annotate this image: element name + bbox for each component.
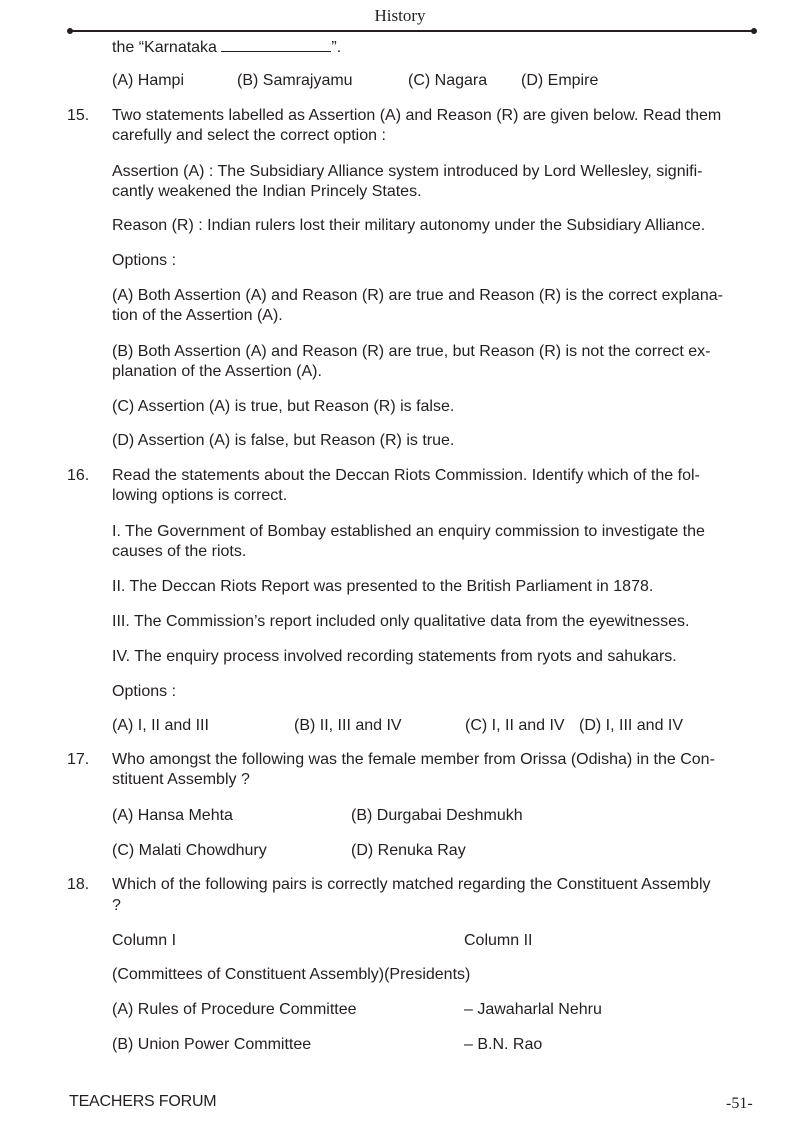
q16-option-c: (C) I, II and IV	[465, 717, 565, 734]
q15-text-line1: Two statements labelled as Assertion (A) and Reason (R) are given below. Read them	[112, 107, 722, 124]
q16-statement-1-line2: causes of the riots.	[112, 543, 247, 560]
q14-suffix: ”.	[331, 39, 342, 56]
q16-text-line1: Read the statements about the Deccan Riots Commission. Identify which of the fol-	[112, 467, 700, 484]
q18-number: 18.	[67, 876, 90, 893]
q15-options-label: Options :	[112, 252, 177, 269]
q15-option-c: (C) Assertion (A) is true, but Reason (R) is false.	[112, 398, 455, 415]
header-rule	[70, 30, 754, 32]
q18-subheader: (Committees of Constituent Assembly)(Presidents)	[112, 966, 471, 983]
running-header-title: History	[374, 6, 426, 25]
q15-number: 15.	[67, 107, 90, 124]
q18-row-a-left: (A) Rules of Procedure Committee	[112, 1001, 357, 1018]
q14-blank	[221, 37, 331, 52]
q16-option-b: (B) II, III and IV	[294, 717, 402, 734]
q18-row-b-right: – B.N. Rao	[464, 1036, 543, 1053]
q15-assertion-line2: cantly weakened the Indian Princely States.	[112, 183, 422, 200]
footer-publication: TEACHERS FORUM	[69, 1093, 217, 1110]
q18-text-line2: ?	[112, 897, 121, 914]
q16-statement-2: II. The Deccan Riots Report was presented to the British Parliament in 1878.	[112, 578, 654, 595]
q17-text-line2: stituent Assembly ?	[112, 771, 250, 788]
q18-row-a-right: – Jawaharlal Nehru	[464, 1001, 602, 1018]
q17-text-line1: Who amongst the following was the female member from Orissa (Odisha) in the Con-	[112, 751, 715, 768]
q14-option-a: (A) Hampi	[112, 72, 185, 89]
q16-statement-1-line1: I. The Government of Bombay established an enquiry commission to investigate the	[112, 523, 705, 540]
q17-option-c: (C) Malati Chowdhury	[112, 842, 267, 859]
q17-option-b: (B) Durgabai Deshmukh	[351, 807, 523, 824]
q16-options-label: Options :	[112, 683, 177, 700]
q14-option-d: (D) Empire	[521, 72, 599, 89]
q15-option-a-line1: (A) Both Assertion (A) and Reason (R) are true and Reason (R) is the correct explana-	[112, 287, 723, 304]
q16-statement-3: III. The Commission’s report included only qualitative data from the eyewitnesses.	[112, 613, 690, 630]
q18-row-b-left: (B) Union Power Committee	[112, 1036, 312, 1053]
q14-prefix: the “Karnataka	[112, 39, 222, 56]
q18-text-line1: Which of the following pairs is correctly matched regarding the Constituent Assembly	[112, 876, 711, 893]
q16-statement-4: IV. The enquiry process involved recording statements from ryots and sahukars.	[112, 648, 677, 665]
q17-option-d: (D) Renuka Ray	[351, 842, 466, 859]
q15-option-b-line2: planation of the Assertion (A).	[112, 363, 322, 380]
q18-column-2-header: Column II	[464, 932, 533, 949]
q16-option-a: (A) I, II and III	[112, 717, 209, 734]
q15-assertion-line1: Assertion (A) : The Subsidiary Alliance system introduced by Lord Wellesley, signifi-	[112, 163, 703, 180]
q14-tail-text	[112, 37, 341, 58]
q14-option-c: (C) Nagara	[408, 72, 488, 89]
q15-option-d: (D) Assertion (A) is false, but Reason (R) is true.	[112, 432, 455, 449]
q18-column-1-header: Column I	[112, 932, 177, 949]
q15-text-line2: carefully and select the correct option :	[112, 127, 386, 144]
header-rule-right-dot	[751, 28, 757, 34]
footer-page-number: -51-	[726, 1095, 753, 1112]
q15-option-b-line1: (B) Both Assertion (A) and Reason (R) are true, but Reason (R) is not the correct ex-	[112, 343, 711, 360]
q15-reason: Reason (R) : Indian rulers lost their military autonomy under the Subsidiary Alliance.	[112, 217, 706, 234]
q15-option-a-line2: tion of the Assertion (A).	[112, 307, 283, 324]
q17-option-a: (A) Hansa Mehta	[112, 807, 233, 824]
q14-option-b: (B) Samrajyamu	[237, 72, 353, 89]
q16-text-line2: lowing options is correct.	[112, 487, 288, 504]
q17-number: 17.	[67, 751, 90, 768]
q16-option-d: (D) I, III and IV	[579, 717, 684, 734]
q16-number: 16.	[67, 467, 90, 484]
